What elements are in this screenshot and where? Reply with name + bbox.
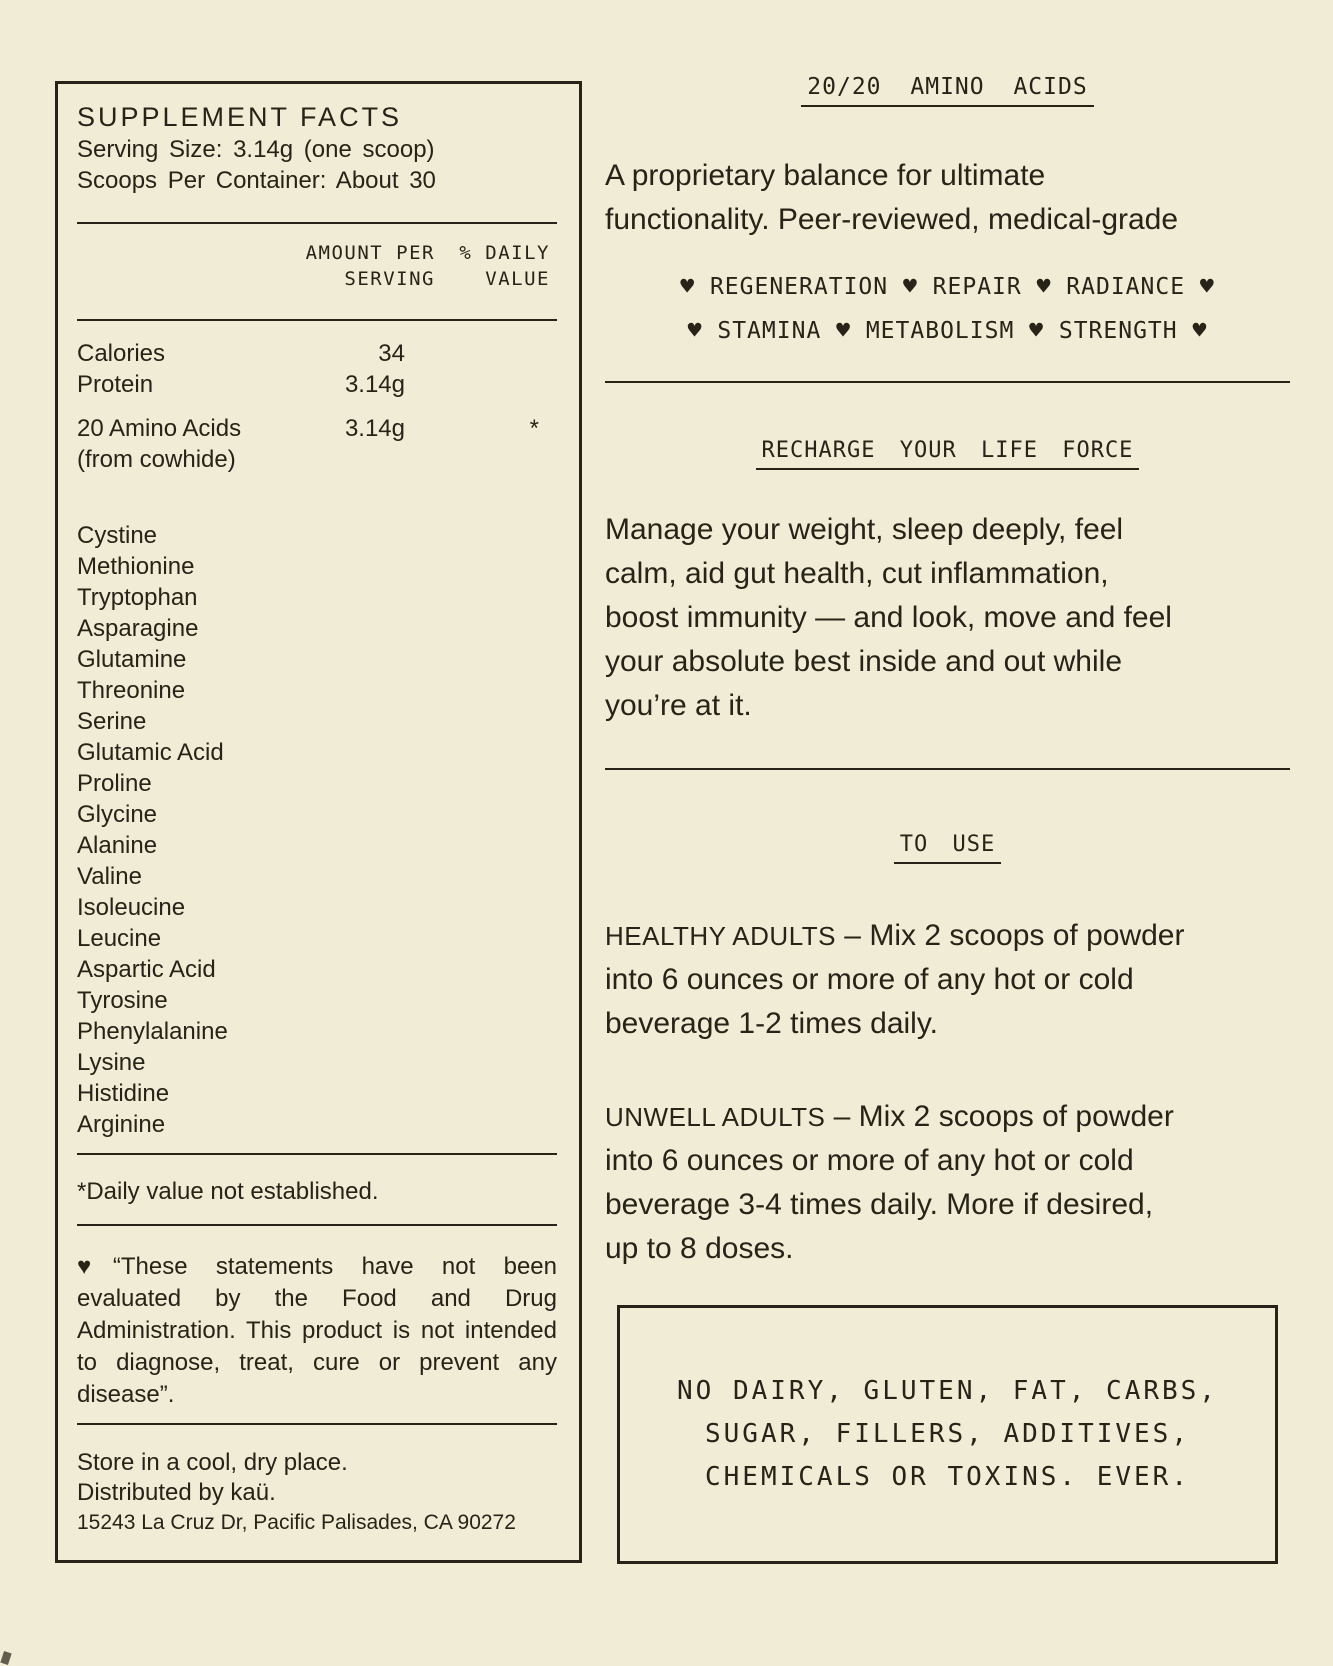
list-item: Aspartic Acid (77, 956, 216, 983)
storage-info (77, 1448, 557, 1538)
divider (77, 1153, 557, 1155)
panel-title: SUPPLEMENT FACTS (77, 102, 403, 132)
divider (605, 768, 1290, 770)
divider (77, 222, 557, 224)
to-use-heading: TO USE (605, 832, 1290, 864)
list-item: Tyrosine (77, 987, 168, 1014)
print-artifact-speck (0, 1651, 11, 1665)
unwell-adults-instructions: UNWELL ADULTS – Mix 2 scoops of powder into 6 ounces or more of any hot or cold beverage 3-4 times daily. More if desired, up to 8 doses. (605, 1100, 1174, 1265)
list-item: Arginine (77, 1111, 166, 1138)
no-additives-box: NO DAIRY, GLUTEN, FAT, CARBS, SUGAR, FILLERS, ADDITIVES, CHEMICALS OR TOXINS. EVER. (617, 1305, 1278, 1564)
storage-line: Store in a cool, dry place. (77, 1449, 348, 1476)
list-item: Phenylalanine (77, 1018, 228, 1045)
divider (77, 1423, 557, 1425)
list-item: Cystine (77, 522, 158, 549)
list-item: Leucine (77, 925, 162, 952)
row-daily-value: * (529, 415, 539, 442)
scoops-per-container-line: Scoops Per Container: About 30 (77, 167, 436, 194)
supplement-facts-panel (55, 81, 582, 1563)
benefits-line-1: ♥ REGENERATION ♥ REPAIR ♥ RADIANCE ♥ (680, 274, 1215, 300)
list-item: Alanine (77, 832, 158, 859)
table-row (77, 369, 557, 400)
row-name: Protein (77, 371, 154, 398)
benefits-line-2: ♥ STAMINA ♥ METABOLISM ♥ STRENGTH ♥ (687, 318, 1208, 344)
amino-acids-heading: 20/20 AMINO ACIDS (605, 74, 1290, 107)
table-row (77, 413, 557, 475)
row-name: Calories (77, 340, 166, 367)
list-item: Valine (77, 863, 142, 890)
fda-disclaimer: ♥“These statements have not been evaluated by the Food and Drug Administration. This product is not intended to diagnose, treat, cure or prevent any disease”. (77, 1253, 557, 1408)
list-item: Lysine (77, 1049, 146, 1076)
row-amount: 34 (378, 340, 405, 367)
recharge-heading: RECHARGE YOUR LIFE FORCE (605, 438, 1290, 470)
row-amount: 3.14g (344, 371, 405, 398)
amino-acid-list (77, 520, 557, 1140)
list-item: Asparagine (77, 615, 199, 642)
list-item: Glutamine (77, 646, 187, 673)
daily-value-footnote: *Daily value not established. (77, 1178, 379, 1205)
divider (77, 1224, 557, 1226)
row-name: 20 Amino Acids (77, 415, 242, 442)
list-item: Threonine (77, 677, 186, 704)
list-item: Glutamic Acid (77, 739, 224, 766)
list-item: Isoleucine (77, 894, 186, 921)
marketing-column (605, 0, 1290, 1564)
intro-paragraph: A proprietary balance for ultimate functionality. Peer-reviewed, medical-grade (605, 159, 1179, 236)
divider (77, 319, 557, 321)
list-item: Serine (77, 708, 147, 735)
distributor-line: Distributed by kaü. (77, 1479, 276, 1506)
table-column-headers (77, 240, 557, 292)
table-row (77, 338, 557, 369)
row-name-sub: (from cowhide) (77, 446, 236, 473)
column-header-daily-value: % DAILY VALUE (459, 242, 550, 290)
facts-table (77, 338, 557, 475)
list-item: Histidine (77, 1080, 170, 1107)
unwell-adults-label: UNWELL ADULTS (605, 1102, 826, 1132)
recharge-paragraph: Manage your weight, sleep deeply, feel calm, aid gut health, cut inflammation, boost immunity — and look, move and feel your absolute best inside and out while you’re at it. (605, 513, 1172, 722)
list-item: Methionine (77, 553, 195, 580)
list-item: Glycine (77, 801, 158, 828)
healthy-adults-instructions: HEALTHY ADULTS – Mix 2 scoops of powder into 6 ounces or more of any hot or cold beverage 1-2 times daily. (605, 919, 1185, 1040)
list-item: Tryptophan (77, 584, 198, 611)
list-item: Proline (77, 770, 152, 797)
divider (605, 381, 1290, 383)
healthy-adults-label: HEALTHY ADULTS (605, 921, 836, 951)
distributor-address: 15243 La Cruz Dr, Pacific Palisades, CA 90272 (77, 1511, 516, 1534)
row-amount: 3.14g (344, 415, 405, 442)
column-header-amount: AMOUNT PER SERVING (305, 242, 435, 290)
serving-size-line: Serving Size: 3.14g (one scoop) (77, 136, 435, 163)
